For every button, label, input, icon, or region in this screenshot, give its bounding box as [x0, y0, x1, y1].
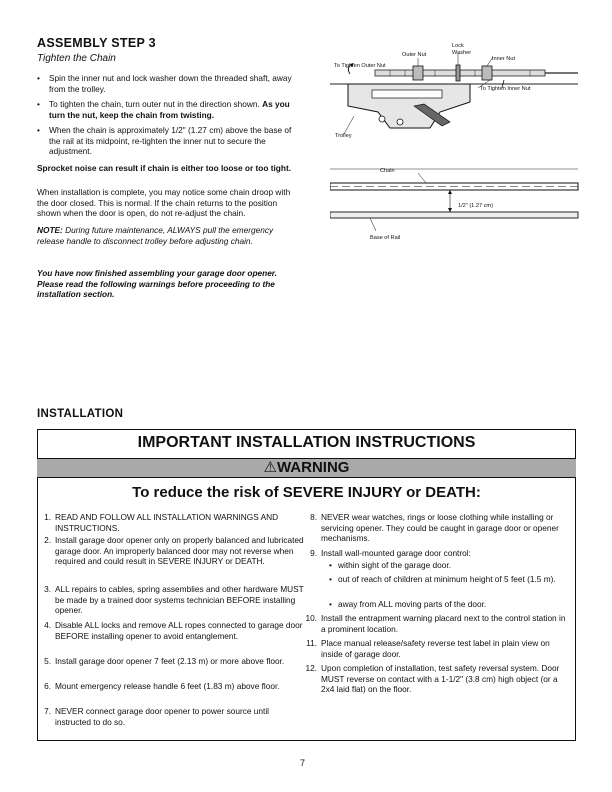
item-text: Install garage door opener only on properly balanced and lubricated garage door. An improperly balanced door may not reverse when required and could result in SEVERE INJURY or DEATH.: [55, 535, 304, 567]
bullet-icon: •: [37, 73, 40, 83]
list-item: [37, 656, 307, 667]
lock-washer-icon: [456, 65, 460, 81]
list-item: [303, 548, 571, 559]
trolley-label: Trolley: [335, 133, 352, 139]
bullet-item: [37, 73, 299, 94]
item-number: 7.: [44, 706, 51, 716]
half-inch-label: 1/2" (1.27 cm): [458, 203, 493, 209]
item-text: NEVER connect garage door opener to power source until instructed to do so.: [55, 706, 270, 727]
item-text: Install the entrapment warning placard next to the control station in a prominent location.: [321, 613, 566, 634]
list-item: [37, 584, 307, 616]
item-text: Mount emergency release handle 6 feet (1.83 m) above floor.: [55, 681, 280, 691]
list-item: [303, 512, 571, 544]
lock-washer-label: Lock Washer: [452, 43, 472, 56]
item-number: 9.: [310, 548, 317, 558]
item-number: 5.: [44, 656, 51, 666]
bullet-text: Spin the inner nut and lock washer down the threaded shaft, away from the trolley.: [49, 73, 292, 94]
sub-bullet-text: within sight of the garage door.: [338, 560, 452, 570]
installation-heading: INSTALLATION: [37, 408, 124, 420]
inner-nut-label: Inner Nut: [492, 56, 516, 62]
item-number: 4.: [44, 620, 51, 630]
rail: [330, 212, 578, 218]
list-item: [37, 512, 307, 533]
sub-bullet: [329, 560, 569, 571]
base-of-rail-label: Base of Rail: [370, 235, 401, 241]
outer-nut-label: Outer Nut: [402, 52, 427, 58]
warning-triangle-icon: ⚠: [263, 459, 277, 476]
item-number: 10.: [305, 613, 317, 623]
item-number: 3.: [44, 584, 51, 594]
finished-message: You have now finished assembling your garage door opener. Please read the following warnings before proceeding to the installation section.: [37, 268, 277, 300]
list-item: [303, 638, 571, 659]
item-text: Install garage door opener 7 feet (2.13 m) or more above floor.: [55, 656, 285, 666]
list-item: [37, 620, 307, 641]
chain-links: [330, 183, 578, 190]
maintenance-note: [37, 225, 299, 246]
outer-nut-icon: [413, 66, 423, 80]
bullet-icon: •: [37, 125, 40, 135]
warning-text: WARNING: [276, 459, 350, 476]
warning-bar: [37, 458, 576, 478]
note-text: During future maintenance, ALWAYS pull the emergency release handle to disconnect trolley before adjusting chain.: [37, 225, 274, 246]
sub-bullet-text: out of reach of children at minimum height of 5 feet (1.5 m).: [338, 574, 556, 584]
note-label: NOTE:: [37, 225, 63, 235]
reduce-risk-heading: To reduce the risk of SEVERE INJURY or DEATH:: [132, 484, 481, 501]
bullet-text: [49, 99, 299, 120]
chain-height-diagram: [330, 165, 580, 240]
item-text: ALL repairs to cables, spring assemblies and other hardware MUST be made by a trained door systems technician BEFORE installing opener.: [55, 584, 304, 616]
step-subtitle: Tighten the Chain: [37, 53, 116, 64]
important-title: IMPORTANT INSTALLATION INSTRUCTIONS: [137, 434, 476, 451]
item-number: 6.: [44, 681, 51, 691]
item-number: 12.: [305, 663, 317, 673]
bullet-item: [37, 99, 299, 120]
bullet-item: [37, 125, 299, 157]
item-text: READ AND FOLLOW ALL INSTALLATION WARNINGS AND INSTRUCTIONS.: [55, 512, 279, 533]
sub-bullet-text: away from ALL moving parts of the door.: [338, 599, 487, 609]
item-number: 2.: [44, 535, 51, 545]
page-number: 7: [300, 758, 306, 768]
item-text: Place manual release/safety reverse test label in plain view on inside of garage door.: [321, 638, 550, 659]
sub-bullet: [329, 599, 569, 610]
sub-bullet: [329, 574, 569, 585]
sprocket-warning: Sprocket noise can result if chain is either too loose or too tight.: [37, 163, 292, 173]
bullet-icon: •: [37, 99, 40, 109]
tighten-outer-label: To Tighten Outer Nut: [334, 63, 386, 69]
bullet-text-plain: To tighten the chain, turn outer nut in the direction shown.: [49, 99, 263, 109]
bullet-icon: •: [329, 560, 332, 570]
list-item: [37, 706, 307, 727]
step-title: ASSEMBLY STEP 3: [37, 36, 156, 50]
item-text: Install wall-mounted garage door control:: [321, 548, 471, 558]
bullet-text-bold: As you turn the nut, keep the chain from twisting.: [49, 99, 290, 120]
item-text: Disable ALL locks and remove ALL ropes connected to garage door BEFORE installing opener to avoid entanglement.: [55, 620, 303, 641]
item-number: 1.: [44, 512, 51, 522]
item-text: NEVER wear watches, rings or loose clothing while installing or servicing opener. They could be caught in garage door or opener mechanisms.: [321, 512, 559, 544]
list-item: [303, 663, 571, 695]
bullet-text: When the chain is approximately 1/2" (1.27 cm) above the base of the rail at its midpoint, re-tighten the inner nut to secure the adjustment.: [49, 125, 292, 157]
item-text: Upon completion of installation, test safety reversal system. Door MUST reverse on contact with a 1-1/2" (3.8 cm) high object (or a 2x4 laid flat) on the floor.: [321, 663, 560, 695]
chain-label: Chain: [380, 168, 395, 174]
list-item: [37, 681, 307, 692]
list-item: [303, 613, 571, 634]
item-number: 11.: [306, 638, 317, 648]
item-number: 8.: [310, 512, 317, 522]
bullet-icon: •: [329, 574, 332, 584]
list-item: [37, 535, 307, 567]
inner-nut-icon: [482, 66, 492, 80]
tighten-inner-label: To Tighten Inner Nut: [480, 86, 531, 92]
install-note: When installation is complete, you may notice some chain droop with the door closed. This is normal. If the chain returns to the position shown when the door is open, do not re-adjust the chain.: [37, 187, 291, 219]
bullet-icon: •: [329, 599, 332, 609]
